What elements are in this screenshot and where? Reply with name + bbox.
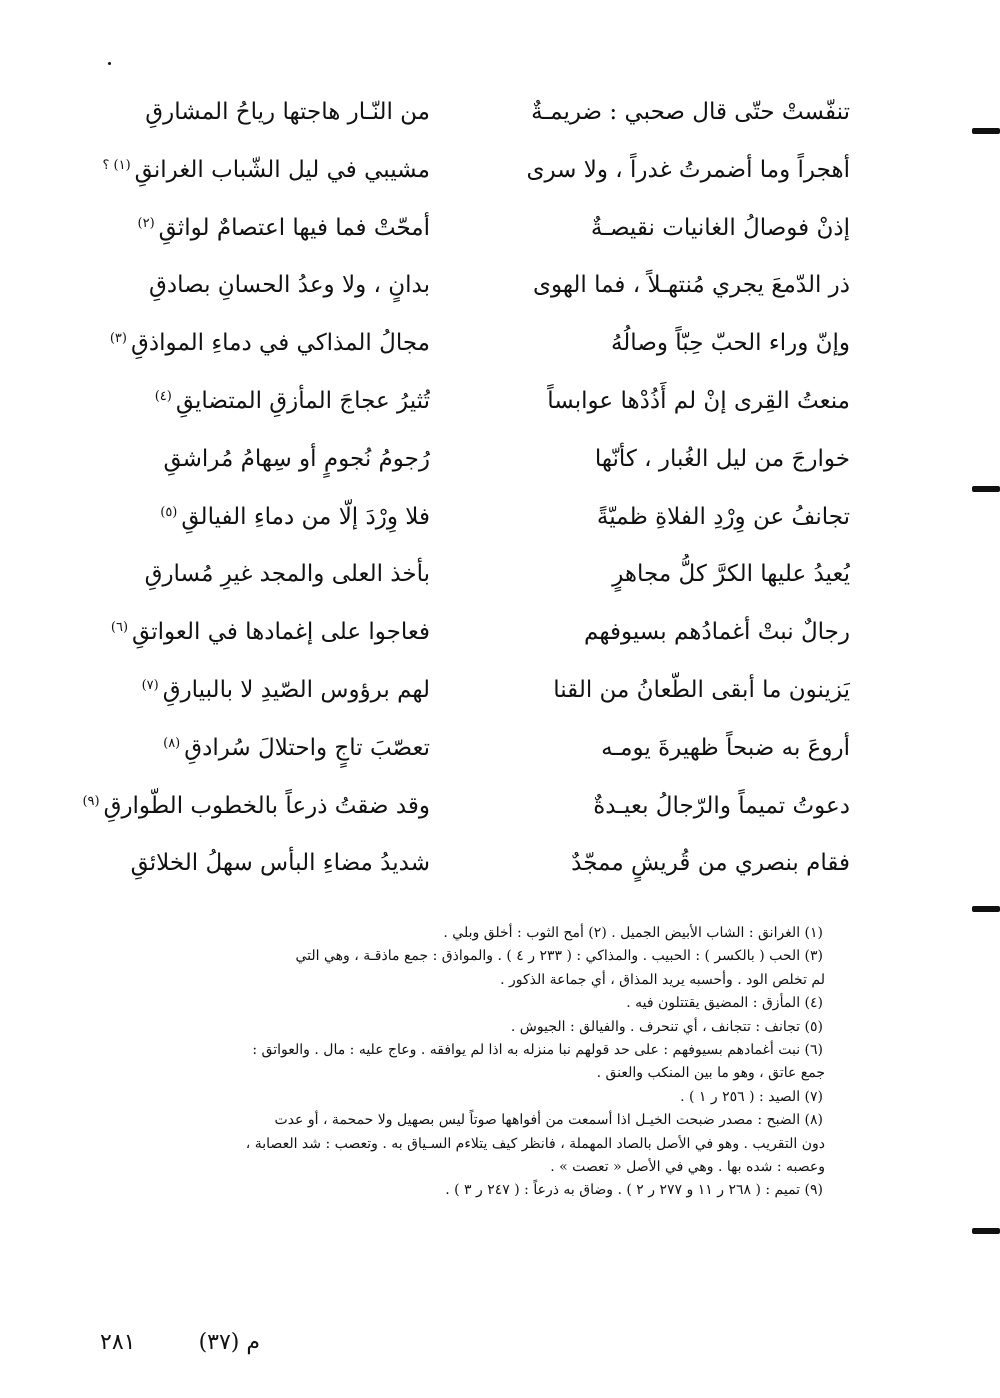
footnote-line: (٧) الصيد : ( ٢٥٦ ر ١ ) . [680, 1088, 823, 1105]
verse-text: فعاجوا على إغمادها في العواتقِ [132, 619, 430, 646]
verse-text: تُثيرُ عجاجَ المأزقِ المتضايقِ [175, 387, 430, 414]
footnote-line: (٨) الضبح : مصدر ضبحت الخيـل اذا أسمعت من أفواهها صوتاً ليس بصهيل ولا حمحمة ، أو عدت [274, 1112, 823, 1129]
verse-first-hemistich: تجانفُ عن وِرْدِ الفلاةِ ظميّةً [596, 503, 850, 530]
verse-second-hemistich [78, 554, 430, 594]
footnote-ref: (٩) [82, 793, 100, 809]
verse-text: رُجومُ نُجومٍ أو سِهامُ مُراشقِ [163, 445, 430, 472]
verse-first-hemistich: رجالٌ نبتْ أغمادُهم بسيوفهم [584, 619, 850, 646]
verse-first-hemistich: يُعيدُ عليها الكرَّ كلُّ مجاهرٍ [612, 561, 850, 588]
footnote-ref: (٦) [110, 620, 129, 636]
verse-second-hemistich [78, 323, 430, 367]
footnote-line: (١) الغرانق : الشاب الأبيض الجميل . (٢) أمح الثوب : أخلق وبلي . [443, 925, 823, 941]
verse-row [78, 728, 850, 786]
poem-verses [78, 92, 850, 901]
verse-text: وقد ضقتُ ذرعاً بالخطوب الطّوارقِ [103, 792, 430, 819]
verse-second-hemistich [78, 439, 430, 479]
footnote-line: (٤) المأزق : المضيق يقتتلون فيه . [626, 995, 823, 1012]
footnote-ref: (١) ؟ [102, 157, 131, 173]
verse-second-hemistich [78, 381, 430, 425]
verse-first-hemistich: يَزينون ما أبقى الطّعانُ من القنا [553, 676, 850, 703]
footnote-line: (٣) الحب ( بالكسر ) : الحبيب . والمذاكي : ( ٢٣٣ ر ٤ ) . والمواذق : جمع ماذقـة ، وهي التي [295, 948, 823, 965]
verse-row [78, 92, 850, 150]
verse-second-hemistich [78, 208, 430, 252]
verse-text: لهم برؤوس الصّيدِ لا بالبيارقِ [162, 676, 430, 703]
verse-row [78, 843, 850, 901]
verse-row [78, 208, 850, 266]
verse-first-hemistich: فقام بنصري من قُريشٍ ممجّدٌ [571, 850, 850, 877]
verse-text: من النّـار هاجتها رياحُ المشارقِ [145, 99, 430, 125]
verse-first-hemistich: أروعَ به ضبحاً ظهيرةَ يومـه [601, 734, 850, 761]
footnote-ref: (٥) [160, 504, 178, 520]
verse-text: مجالُ المذاكي في دماءِ المواذقِ [130, 330, 430, 357]
verse-second-hemistich [78, 265, 430, 305]
verse-second-hemistich [78, 497, 430, 541]
verse-row [78, 439, 850, 497]
verse-row [78, 612, 850, 670]
verse-first-hemistich: إذنْ فوصالُ الغانيات نقيصـةٌ [590, 214, 850, 241]
verse-second-hemistich [78, 843, 430, 883]
verse-second-hemistich [78, 92, 430, 132]
verse-row [78, 670, 850, 728]
verse-text: بدانٍ ، ولا وعدُ الحسانِ بصادقِ [149, 272, 430, 299]
verse-first-hemistich: تنفّستْ حتّى قال صحبي : ضريمـةٌ [531, 99, 850, 125]
verse-row [78, 497, 850, 555]
footnote-line: وعصبه : شده بها . وهي في الأصل « تعصت » . [550, 1159, 825, 1176]
margin-mark [972, 1228, 1000, 1234]
footnote-line: دون التقريب . وهو في الأصل بالصاد المهملة ، فانظر كيف يتلاءم السـياق به . وتعصب : شد العصابة ، [245, 1135, 825, 1152]
verse-row [78, 554, 850, 612]
verse-first-hemistich: ذر الدّمعَ يجري مُنتهـلاً ، فما الهوى [532, 272, 850, 299]
footnote-line: (٥) تجانف : تتجانف ، أي تنحرف . والفيالق : الجيوش . [510, 1018, 823, 1035]
page-footer [100, 1330, 300, 1370]
verse-second-hemistich [78, 786, 430, 830]
ink-dot [108, 62, 111, 65]
margin-mark [972, 128, 1000, 134]
footnote-ref: (٢) [137, 215, 155, 231]
page-number: ٢٨١ [100, 1330, 136, 1355]
footnote-line: جمع عاتق ، وهو ما بين المنكب والعنق . [596, 1065, 825, 1082]
margin-mark [972, 906, 1000, 912]
verse-row [78, 150, 850, 208]
verse-second-hemistich [78, 612, 430, 656]
footnote-ref: (٣) [109, 331, 127, 347]
signature-mark: م (٣٧) [198, 1330, 260, 1355]
verse-row [78, 381, 850, 439]
footnote-ref: (٤) [154, 388, 172, 404]
verse-second-hemistich [78, 670, 430, 714]
footnote-line: (٦) نبت أغمادهم بسيوفهم : على حد قولهم نبا منزله به اذا لم يوافقه . وعاج عليه : مال . والعواتق : [252, 1042, 823, 1059]
verse-row [78, 265, 850, 323]
footnote-line: (٩) تميم : ( ٢٦٨ ر ١١ و ٢٧٧ ر ٢ ) . وضاق به ذرعاً : ( ٢٤٧ ر ٣ ) . [445, 1182, 823, 1199]
footnote-ref: (٧) [141, 677, 159, 693]
footnote-ref: (٨) [163, 735, 181, 751]
verse-second-hemistich [78, 150, 430, 194]
footnotes [80, 922, 825, 1203]
verse-first-hemistich: خوارجَ من ليل الغُبار ، كأنّها [594, 445, 850, 472]
verse-text: بأخذ العلى والمجد غيرِ مُسارقِ [144, 561, 430, 588]
verse-first-hemistich: وإنّ وراء الحبّ حِبّاً وصالُهُ [610, 330, 850, 357]
verse-text: أمحّتْ فما فيها اعتصامٌ لواثقِ [158, 214, 430, 241]
verse-first-hemistich: أهجراً وما أضمرتُ غدراً ، ولا سرى [526, 156, 850, 183]
verse-first-hemistich: منعتُ القِرى إنْ لم أَذُدْها عوابساً [547, 387, 850, 414]
verse-text: شديدُ مضاءِ البأس سهلُ الخلائقِ [130, 850, 430, 877]
verse-first-hemistich: دعوتُ تميماً والرّجالُ بعيـدةٌ [593, 792, 850, 819]
margin-mark [972, 486, 1000, 492]
verse-text: تعصّبَ تاجٍ واحتلالَ سُرادقِ [184, 734, 430, 761]
footnote-line: لم تخلص الود . وأحسبه يريد المذاق ، أي جماعة الذكور . [500, 971, 825, 988]
verse-text: فلا وِرْدَ إلّا من دماءِ الفيالقِ [181, 503, 430, 530]
verse-row [78, 323, 850, 381]
verse-text: مشيبي في ليل الشّباب الغرانقِ [134, 156, 430, 183]
verse-row [78, 786, 850, 844]
verse-second-hemistich [78, 728, 430, 772]
